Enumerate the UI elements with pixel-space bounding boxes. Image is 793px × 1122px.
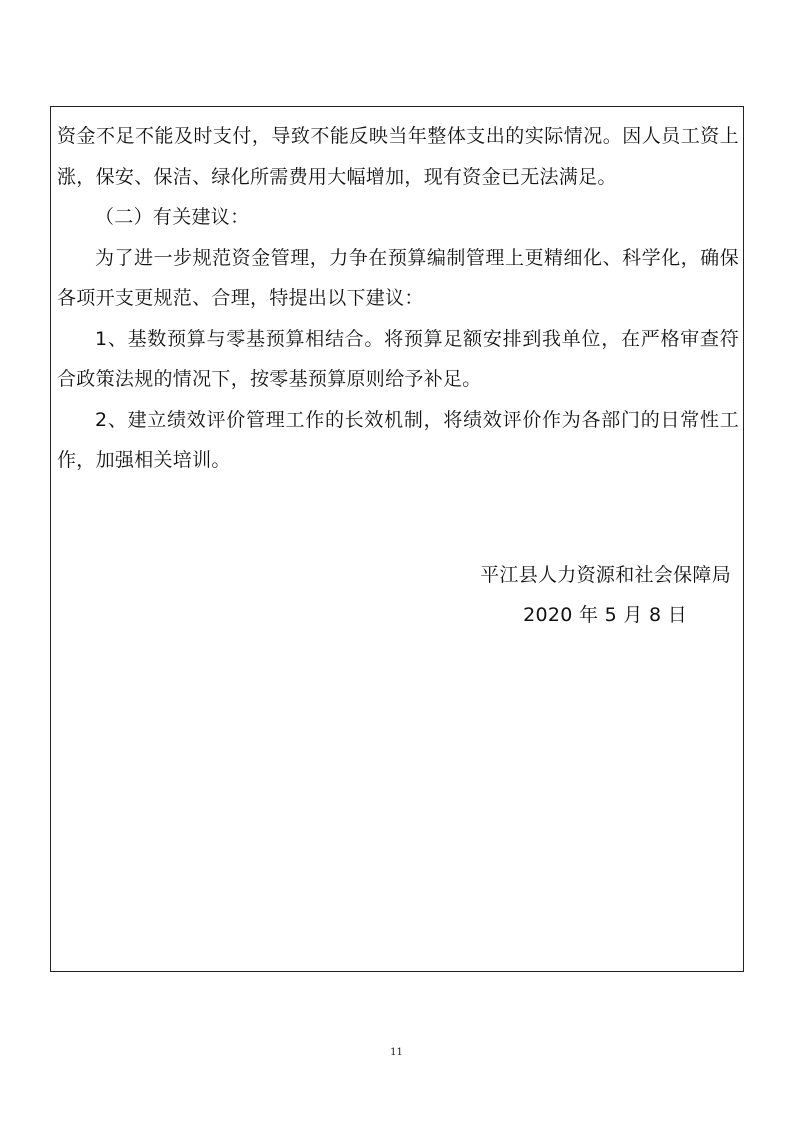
body-text: [57, 116, 739, 481]
paragraph-suggestions-intro: 为了进一步规范资金管理，力争在预算编制管理上更精细化、科学化，确保各项开支更规范、合理，特提出以下建议：: [57, 246, 739, 309]
signature-organization: 平江县人力资源和社会保障局: [480, 564, 731, 586]
paragraph-funding-shortfall: 资金不足不能及时支付，导致不能反映当年整体支出的实际情况。因人员工资上涨，保安、保洁、绿化所需费用大幅增加，现有资金已无法满足。: [57, 125, 739, 188]
signature-date: 2020 年 5 月 8 日: [523, 604, 687, 626]
suggestion-item-1: 1、基数预算与零基预算相结合。将预算足额安排到我单位，在严格审查符合政策法规的情况下，按零基预算原则给予补足。: [57, 327, 739, 390]
page-number: 11: [390, 1047, 403, 1058]
suggestion-item-2: 2、建立绩效评价管理工作的长效机制，将绩效评价作为各部门的日常性工作，加强相关培训。: [57, 408, 739, 471]
signature-block: [480, 555, 731, 635]
section-heading-suggestions: （二）有关建议：: [95, 206, 250, 228]
